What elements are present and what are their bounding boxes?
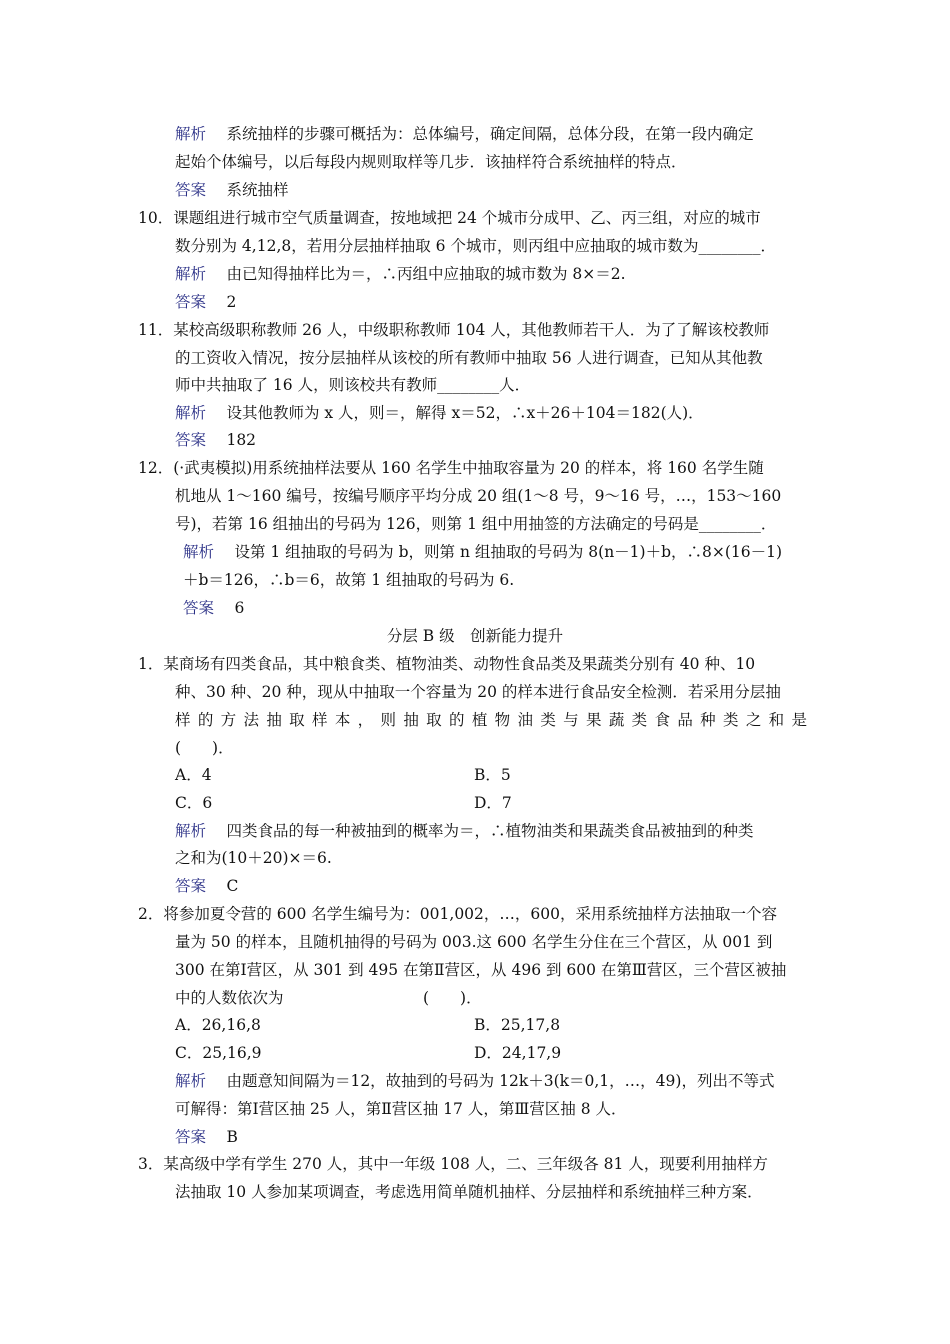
b1-analysis-text-1: 四类食品的每一种被抽到的概率为＝，∴植物油类和果蔬类食品被抽到的种类 (226, 822, 754, 840)
analysis-label: 解析 (175, 1072, 207, 1090)
b2-line-2: 量为 50 的样本，且随机抽得的号码为 003.这 600 名学生分住在三个营区，从 001 到 (175, 933, 773, 951)
answer-label: 答案 (175, 1128, 207, 1146)
b1-option-a: A．4 (175, 766, 212, 784)
b3-line-1: 3．某高级中学有学生 270 人，其中一年级 108 人，二、三年级各 81 人，现要利用抽样方 (138, 1155, 768, 1173)
answer-label: 答案 (175, 431, 207, 449)
q9-analysis-line (175, 124, 753, 144)
q12-analysis-line (183, 542, 782, 562)
b1-analysis-text-2: 之和为(10＋20)×＝6. (175, 849, 332, 867)
q11-answer-line (175, 430, 256, 450)
b2-line-4: 中的人数依次为 ( )． (175, 989, 482, 1007)
q12-line-1: 12．(·武夷模拟)用系统抽样法要从 160 名学生中抽取容量为 20 的样本，将 160 名学生随 (138, 459, 764, 477)
q12-answer: 6 (234, 599, 245, 617)
answer-label: 答案 (175, 877, 207, 895)
b1-line-4: ( )． (175, 739, 234, 757)
q10-analysis: 由已知得抽样比为＝，∴丙组中应抽取的城市数为 8×＝2. (226, 265, 626, 283)
q9-analysis-text-1: 系统抽样的步骤可概括为：总体编号，确定间隔，总体分段，在第一段内确定 (226, 125, 754, 143)
b3-line-2: 法抽取 10 人参加某项调查，考虑选用简单随机抽样、分层抽样和系统抽样三种方案． (175, 1183, 763, 1201)
b2-answer-line (175, 1127, 238, 1147)
b2-option-a: A．26,16,8 (175, 1016, 261, 1034)
q11-line-3: 师中共抽取了 16 人，则该校共有教师________人． (175, 376, 531, 394)
answer-label: 答案 (175, 293, 207, 311)
b2-option-c: C．25,16,9 (175, 1044, 262, 1062)
analysis-label: 解析 (183, 543, 215, 561)
b1-line-2: 种、30 种、20 种，现从中抽取一个容量为 20 的样本进行食品安全检测．若采用分层抽 (175, 683, 781, 701)
answer-label: 答案 (175, 181, 207, 199)
q11-answer: 182 (226, 431, 257, 449)
q12-line-2: 机地从 1～160 编号，按编号顺序平均分成 20 组(1～8 号，9～16 号，…，153～160 (175, 487, 782, 505)
q11-analysis-line (175, 403, 704, 423)
q12-analysis-text-2: ＋b＝126，∴b＝6，故第 1 组抽取的号码为 6. (183, 571, 515, 589)
b2-analysis-text-2: 可解得：第Ⅰ营区抽 25 人，第Ⅱ营区抽 17 人，第Ⅲ营区抽 8 人． (175, 1100, 627, 1118)
analysis-label: 解析 (175, 822, 207, 840)
answer-label: 答案 (183, 599, 215, 617)
analysis-label: 解析 (175, 265, 207, 283)
b1-line-1: 1．某商场有四类食品，其中粮食类、植物油类、动物性食品类及果蔬类分别有 40 种、10 (138, 655, 756, 673)
b2-line-1: 2．将参加夏令营的 600 名学生编号为：001,002，…，600，采用系统抽样方法抽取一个容 (138, 905, 777, 923)
q11-line-1: 11．某校高级职称教师 26 人，中级职称教师 104 人，其他教师若干人．为了了解该校教师 (138, 321, 770, 339)
b1-option-c: C．6 (175, 794, 213, 812)
b2-answer: B (226, 1128, 238, 1146)
b1-answer: C (226, 877, 239, 895)
b2-option-d: D．24,17,9 (474, 1044, 562, 1062)
b1-analysis-line (175, 821, 753, 841)
q10-line-1: 10．课题组进行城市空气质量调查，按地域把 24 个城市分成甲、乙、丙三组，对应的城市 (138, 209, 761, 227)
b2-option-b: B．25,17,8 (474, 1016, 561, 1034)
b2-analysis-line (175, 1071, 774, 1091)
b1-line-3: 样 的 方 法 抽 取 样 本 ， 则 抽 取 的 植 物 油 类 与 果 蔬 类 食 品 种 类 之 和 是 (175, 711, 807, 729)
b1-option-d: D．7 (474, 794, 512, 812)
q10-analysis-line (175, 264, 626, 284)
q11-analysis: 设其他教师为 x 人，则＝，解得 x＝52，∴x＋26＋104＝182(人)． (226, 404, 704, 422)
q12-line-3: 号)，若第 16 组抽出的号码为 126，则第 1 组中用抽签的方法确定的号码是________． (175, 515, 777, 533)
section-title: 分层 B 级 创新能力提升 (386, 627, 564, 645)
q10-line-2: 数分别为 4,12,8，若用分层抽样抽取 6 个城市，则丙组中应抽取的城市数为________． (175, 237, 776, 255)
b2-analysis-text-1: 由题意知间隔为＝12，故抽到的号码为 12k＋3(k＝0,1，…，49)，列出不等式 (226, 1072, 775, 1090)
analysis-label: 解析 (175, 404, 207, 422)
q9-analysis-text-2: 起始个体编号，以后每段内规则取样等几步．该抽样符合系统抽样的特点． (175, 153, 687, 171)
q12-analysis-text-1: 设第 1 组抽取的号码为 b，则第 n 组抽取的号码为 8(n－1)＋b，∴8×(16－1) (234, 543, 783, 561)
b2-line-3: 300 在第Ⅰ营区，从 301 到 495 在第Ⅱ营区，从 496 到 600 在第Ⅲ营区，三个营区被抽 (175, 961, 787, 979)
q10-answer: 2 (226, 293, 237, 311)
q10-answer-line (175, 292, 236, 312)
q9-answer-line (175, 180, 288, 200)
q11-line-2: 的工资收入情况，按分层抽样从该校的所有教师中抽取 56 人进行调查，已知从其他教 (175, 349, 763, 367)
q12-answer-line (183, 598, 244, 618)
analysis-label: 解析 (175, 125, 207, 143)
q9-answer: 系统抽样 (226, 181, 289, 199)
b1-answer-line (175, 876, 238, 896)
b1-option-b: B．5 (474, 766, 511, 784)
